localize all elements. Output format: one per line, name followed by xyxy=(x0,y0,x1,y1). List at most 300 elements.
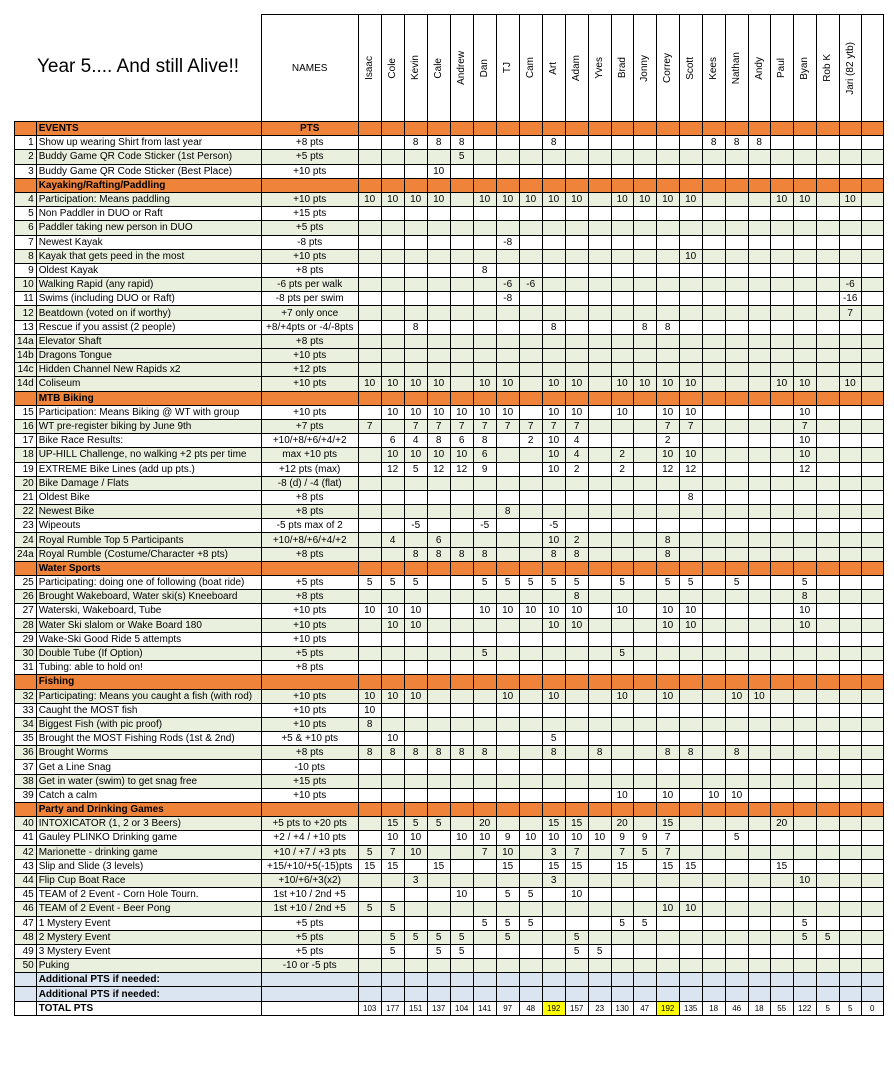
score-cell[interactable] xyxy=(404,207,427,221)
score-cell[interactable] xyxy=(565,632,588,646)
score-cell[interactable]: 20 xyxy=(473,817,496,831)
score-cell[interactable] xyxy=(725,164,748,178)
score-cell[interactable] xyxy=(656,760,679,774)
score-cell[interactable] xyxy=(358,788,381,802)
score-cell[interactable] xyxy=(519,859,542,873)
score-cell[interactable] xyxy=(839,448,861,462)
score-cell[interactable] xyxy=(519,221,542,235)
score-cell[interactable] xyxy=(496,632,519,646)
score-cell[interactable] xyxy=(839,576,861,590)
score-cell[interactable]: 8 xyxy=(656,746,679,760)
score-cell[interactable] xyxy=(725,817,748,831)
score-cell[interactable] xyxy=(770,349,793,363)
score-cell[interactable]: 5 xyxy=(496,916,519,930)
score-cell[interactable] xyxy=(725,334,748,348)
score-cell[interactable] xyxy=(519,987,542,1001)
score-cell[interactable] xyxy=(427,703,450,717)
score-cell[interactable] xyxy=(748,448,770,462)
score-cell[interactable] xyxy=(748,292,770,306)
score-cell[interactable] xyxy=(748,476,770,490)
score-cell[interactable] xyxy=(496,136,519,150)
score-cell[interactable] xyxy=(725,703,748,717)
score-cell[interactable] xyxy=(770,448,793,462)
score-cell[interactable] xyxy=(519,235,542,249)
score-cell[interactable] xyxy=(427,774,450,788)
score-cell[interactable]: 2 xyxy=(519,434,542,448)
score-cell[interactable] xyxy=(770,505,793,519)
score-cell[interactable] xyxy=(450,774,473,788)
score-cell[interactable] xyxy=(748,405,770,419)
score-cell[interactable] xyxy=(358,632,381,646)
score-cell[interactable] xyxy=(725,774,748,788)
score-cell[interactable]: 10 xyxy=(404,689,427,703)
score-cell[interactable] xyxy=(565,760,588,774)
score-cell[interactable] xyxy=(793,292,816,306)
score-cell[interactable] xyxy=(588,349,611,363)
score-cell[interactable] xyxy=(748,944,770,958)
score-cell[interactable] xyxy=(542,888,565,902)
score-cell[interactable] xyxy=(793,646,816,660)
score-cell[interactable]: 9 xyxy=(611,831,633,845)
score-cell[interactable] xyxy=(816,576,839,590)
score-cell[interactable] xyxy=(725,732,748,746)
score-cell[interactable]: 10 xyxy=(656,448,679,462)
score-cell[interactable]: 10 xyxy=(679,902,702,916)
score-cell[interactable]: -16 xyxy=(839,292,861,306)
score-cell[interactable] xyxy=(611,292,633,306)
score-cell[interactable] xyxy=(450,263,473,277)
score-cell[interactable]: 10 xyxy=(404,831,427,845)
score-cell[interactable] xyxy=(770,788,793,802)
score-cell[interactable]: 10 xyxy=(381,618,404,632)
score-cell[interactable]: 7 xyxy=(542,419,565,433)
score-cell[interactable] xyxy=(793,476,816,490)
score-cell[interactable] xyxy=(725,434,748,448)
score-cell[interactable]: -5 xyxy=(473,519,496,533)
score-cell[interactable] xyxy=(611,221,633,235)
score-cell[interactable] xyxy=(450,490,473,504)
score-cell[interactable] xyxy=(519,263,542,277)
score-cell[interactable] xyxy=(793,533,816,547)
score-cell[interactable]: 15 xyxy=(381,859,404,873)
score-cell[interactable] xyxy=(725,944,748,958)
score-cell[interactable] xyxy=(793,349,816,363)
score-cell[interactable]: 12 xyxy=(656,462,679,476)
score-cell[interactable] xyxy=(588,987,611,1001)
score-cell[interactable] xyxy=(656,334,679,348)
score-cell[interactable] xyxy=(861,959,883,973)
score-cell[interactable] xyxy=(450,916,473,930)
score-cell[interactable] xyxy=(358,363,381,377)
score-cell[interactable] xyxy=(816,873,839,887)
score-cell[interactable] xyxy=(450,760,473,774)
score-cell[interactable] xyxy=(588,576,611,590)
score-cell[interactable] xyxy=(702,944,725,958)
score-cell[interactable] xyxy=(358,774,381,788)
score-cell[interactable] xyxy=(588,207,611,221)
score-cell[interactable] xyxy=(588,632,611,646)
score-cell[interactable] xyxy=(725,221,748,235)
score-cell[interactable] xyxy=(427,732,450,746)
score-cell[interactable]: 10 xyxy=(656,618,679,632)
score-cell[interactable] xyxy=(793,320,816,334)
score-cell[interactable] xyxy=(565,221,588,235)
score-cell[interactable] xyxy=(839,263,861,277)
score-cell[interactable] xyxy=(588,136,611,150)
score-cell[interactable]: 7 xyxy=(565,845,588,859)
score-cell[interactable] xyxy=(381,590,404,604)
score-cell[interactable] xyxy=(473,959,496,973)
score-cell[interactable] xyxy=(404,476,427,490)
score-cell[interactable]: 10 xyxy=(748,689,770,703)
score-cell[interactable]: 6 xyxy=(381,434,404,448)
score-cell[interactable] xyxy=(358,349,381,363)
score-cell[interactable] xyxy=(565,788,588,802)
score-cell[interactable] xyxy=(473,150,496,164)
score-cell[interactable] xyxy=(702,902,725,916)
score-cell[interactable] xyxy=(793,944,816,958)
score-cell[interactable] xyxy=(816,746,839,760)
score-cell[interactable] xyxy=(633,817,656,831)
score-cell[interactable]: 5 xyxy=(450,930,473,944)
score-cell[interactable]: 3 xyxy=(542,873,565,887)
score-cell[interactable]: 3 xyxy=(542,845,565,859)
score-cell[interactable] xyxy=(861,817,883,831)
score-cell[interactable] xyxy=(496,476,519,490)
score-cell[interactable] xyxy=(542,987,565,1001)
score-cell[interactable] xyxy=(519,320,542,334)
score-cell[interactable]: 10 xyxy=(679,405,702,419)
score-cell[interactable] xyxy=(588,618,611,632)
score-cell[interactable] xyxy=(793,221,816,235)
score-cell[interactable] xyxy=(770,320,793,334)
score-cell[interactable] xyxy=(816,349,839,363)
score-cell[interactable] xyxy=(816,334,839,348)
score-cell[interactable]: 10 xyxy=(473,831,496,845)
score-cell[interactable]: 7 xyxy=(679,419,702,433)
score-cell[interactable] xyxy=(450,533,473,547)
score-cell[interactable] xyxy=(427,845,450,859)
score-cell[interactable] xyxy=(565,902,588,916)
score-cell[interactable] xyxy=(770,164,793,178)
score-cell[interactable]: 5 xyxy=(793,576,816,590)
score-cell[interactable] xyxy=(725,462,748,476)
score-cell[interactable] xyxy=(427,207,450,221)
score-cell[interactable] xyxy=(588,490,611,504)
score-cell[interactable] xyxy=(450,292,473,306)
score-cell[interactable] xyxy=(633,292,656,306)
score-cell[interactable] xyxy=(679,916,702,930)
score-cell[interactable]: 10 xyxy=(496,604,519,618)
score-cell[interactable] xyxy=(748,703,770,717)
score-cell[interactable] xyxy=(519,590,542,604)
score-cell[interactable] xyxy=(793,150,816,164)
score-cell[interactable] xyxy=(702,888,725,902)
score-cell[interactable] xyxy=(839,249,861,263)
score-cell[interactable] xyxy=(358,930,381,944)
score-cell[interactable] xyxy=(358,405,381,419)
score-cell[interactable]: 5 xyxy=(450,944,473,958)
score-cell[interactable] xyxy=(588,320,611,334)
score-cell[interactable] xyxy=(679,646,702,660)
score-cell[interactable] xyxy=(633,618,656,632)
score-cell[interactable] xyxy=(816,292,839,306)
score-cell[interactable] xyxy=(519,788,542,802)
score-cell[interactable]: 4 xyxy=(404,434,427,448)
score-cell[interactable]: 5 xyxy=(450,150,473,164)
score-cell[interactable]: 15 xyxy=(679,859,702,873)
score-cell[interactable] xyxy=(656,888,679,902)
score-cell[interactable]: 10 xyxy=(427,448,450,462)
score-cell[interactable] xyxy=(381,249,404,263)
score-cell[interactable] xyxy=(861,405,883,419)
score-cell[interactable] xyxy=(770,902,793,916)
score-cell[interactable] xyxy=(793,987,816,1001)
score-cell[interactable] xyxy=(748,547,770,561)
score-cell[interactable]: 5 xyxy=(404,462,427,476)
score-cell[interactable] xyxy=(450,817,473,831)
score-cell[interactable] xyxy=(861,888,883,902)
score-cell[interactable] xyxy=(816,263,839,277)
score-cell[interactable] xyxy=(861,788,883,802)
score-cell[interactable]: 15 xyxy=(542,859,565,873)
score-cell[interactable] xyxy=(496,221,519,235)
score-cell[interactable]: 5 xyxy=(565,576,588,590)
score-cell[interactable] xyxy=(450,845,473,859)
score-cell[interactable] xyxy=(656,207,679,221)
score-cell[interactable] xyxy=(861,732,883,746)
score-cell[interactable]: 8 xyxy=(725,136,748,150)
score-cell[interactable]: 10 xyxy=(381,732,404,746)
score-cell[interactable] xyxy=(611,774,633,788)
score-cell[interactable]: 5 xyxy=(611,576,633,590)
score-cell[interactable] xyxy=(611,547,633,561)
score-cell[interactable] xyxy=(770,717,793,731)
score-cell[interactable]: 15 xyxy=(656,817,679,831)
score-cell[interactable] xyxy=(839,136,861,150)
score-cell[interactable] xyxy=(358,590,381,604)
score-cell[interactable] xyxy=(861,150,883,164)
score-cell[interactable] xyxy=(770,576,793,590)
score-cell[interactable]: 7 xyxy=(404,419,427,433)
score-cell[interactable] xyxy=(725,306,748,320)
score-cell[interactable] xyxy=(381,476,404,490)
score-cell[interactable] xyxy=(702,661,725,675)
score-cell[interactable] xyxy=(839,774,861,788)
score-cell[interactable]: 8 xyxy=(565,547,588,561)
score-cell[interactable] xyxy=(725,973,748,987)
score-cell[interactable] xyxy=(702,632,725,646)
score-cell[interactable]: 7 xyxy=(519,419,542,433)
score-cell[interactable] xyxy=(770,434,793,448)
score-cell[interactable] xyxy=(588,590,611,604)
score-cell[interactable] xyxy=(358,249,381,263)
score-cell[interactable] xyxy=(793,136,816,150)
score-cell[interactable] xyxy=(770,547,793,561)
score-cell[interactable] xyxy=(839,363,861,377)
score-cell[interactable] xyxy=(861,930,883,944)
score-cell[interactable] xyxy=(770,476,793,490)
score-cell[interactable] xyxy=(816,703,839,717)
score-cell[interactable] xyxy=(861,136,883,150)
score-cell[interactable] xyxy=(816,221,839,235)
score-cell[interactable] xyxy=(588,405,611,419)
score-cell[interactable] xyxy=(519,873,542,887)
score-cell[interactable] xyxy=(702,349,725,363)
score-cell[interactable] xyxy=(861,859,883,873)
score-cell[interactable] xyxy=(816,888,839,902)
score-cell[interactable] xyxy=(656,774,679,788)
score-cell[interactable] xyxy=(542,505,565,519)
score-cell[interactable] xyxy=(861,192,883,206)
score-cell[interactable] xyxy=(633,902,656,916)
score-cell[interactable]: -6 xyxy=(519,278,542,292)
score-cell[interactable] xyxy=(770,973,793,987)
score-cell[interactable] xyxy=(816,405,839,419)
score-cell[interactable] xyxy=(725,476,748,490)
score-cell[interactable] xyxy=(861,746,883,760)
score-cell[interactable] xyxy=(816,646,839,660)
score-cell[interactable] xyxy=(816,547,839,561)
score-cell[interactable] xyxy=(679,703,702,717)
score-cell[interactable] xyxy=(816,150,839,164)
score-cell[interactable] xyxy=(427,519,450,533)
score-cell[interactable] xyxy=(611,476,633,490)
score-cell[interactable] xyxy=(565,774,588,788)
score-cell[interactable] xyxy=(496,661,519,675)
score-cell[interactable] xyxy=(861,873,883,887)
score-cell[interactable] xyxy=(839,150,861,164)
score-cell[interactable]: 10 xyxy=(793,618,816,632)
score-cell[interactable] xyxy=(611,930,633,944)
score-cell[interactable] xyxy=(748,717,770,731)
score-cell[interactable]: 8 xyxy=(656,547,679,561)
score-cell[interactable] xyxy=(633,732,656,746)
score-cell[interactable] xyxy=(565,292,588,306)
score-cell[interactable] xyxy=(519,944,542,958)
score-cell[interactable] xyxy=(770,519,793,533)
score-cell[interactable] xyxy=(702,263,725,277)
score-cell[interactable] xyxy=(725,845,748,859)
score-cell[interactable] xyxy=(404,760,427,774)
score-cell[interactable] xyxy=(358,221,381,235)
score-cell[interactable] xyxy=(519,349,542,363)
score-cell[interactable] xyxy=(427,888,450,902)
score-cell[interactable] xyxy=(427,717,450,731)
score-cell[interactable]: 10 xyxy=(633,192,656,206)
score-cell[interactable] xyxy=(679,831,702,845)
score-cell[interactable] xyxy=(473,320,496,334)
score-cell[interactable]: 10 xyxy=(450,448,473,462)
score-cell[interactable] xyxy=(861,717,883,731)
score-cell[interactable] xyxy=(473,987,496,1001)
score-cell[interactable] xyxy=(725,717,748,731)
score-cell[interactable] xyxy=(793,732,816,746)
score-cell[interactable] xyxy=(748,505,770,519)
score-cell[interactable] xyxy=(496,519,519,533)
score-cell[interactable] xyxy=(816,164,839,178)
score-cell[interactable] xyxy=(839,746,861,760)
score-cell[interactable] xyxy=(496,873,519,887)
score-cell[interactable] xyxy=(839,349,861,363)
score-cell[interactable] xyxy=(427,576,450,590)
score-cell[interactable] xyxy=(588,221,611,235)
score-cell[interactable] xyxy=(450,959,473,973)
score-cell[interactable] xyxy=(633,547,656,561)
score-cell[interactable]: 10 xyxy=(725,689,748,703)
score-cell[interactable] xyxy=(816,788,839,802)
score-cell[interactable] xyxy=(381,646,404,660)
score-cell[interactable] xyxy=(656,944,679,958)
score-cell[interactable] xyxy=(793,547,816,561)
score-cell[interactable] xyxy=(473,703,496,717)
score-cell[interactable] xyxy=(839,817,861,831)
score-cell[interactable] xyxy=(861,902,883,916)
score-cell[interactable] xyxy=(816,902,839,916)
score-cell[interactable]: 10 xyxy=(427,192,450,206)
score-cell[interactable] xyxy=(770,888,793,902)
score-cell[interactable]: 10 xyxy=(611,604,633,618)
score-cell[interactable] xyxy=(588,873,611,887)
score-cell[interactable] xyxy=(565,320,588,334)
score-cell[interactable] xyxy=(770,774,793,788)
score-cell[interactable] xyxy=(588,888,611,902)
score-cell[interactable]: 10 xyxy=(358,377,381,391)
score-cell[interactable] xyxy=(702,405,725,419)
score-cell[interactable]: 10 xyxy=(656,377,679,391)
score-cell[interactable] xyxy=(679,732,702,746)
score-cell[interactable] xyxy=(473,873,496,887)
score-cell[interactable] xyxy=(519,249,542,263)
score-cell[interactable] xyxy=(565,661,588,675)
score-cell[interactable] xyxy=(656,930,679,944)
score-cell[interactable] xyxy=(679,164,702,178)
score-cell[interactable] xyxy=(633,576,656,590)
score-cell[interactable] xyxy=(633,207,656,221)
score-cell[interactable]: 5 xyxy=(542,576,565,590)
score-cell[interactable] xyxy=(633,136,656,150)
score-cell[interactable]: 8 xyxy=(404,136,427,150)
score-cell[interactable]: 2 xyxy=(565,533,588,547)
score-cell[interactable] xyxy=(816,732,839,746)
score-cell[interactable] xyxy=(725,419,748,433)
score-cell[interactable] xyxy=(770,292,793,306)
score-cell[interactable] xyxy=(519,164,542,178)
score-cell[interactable] xyxy=(770,689,793,703)
score-cell[interactable] xyxy=(542,944,565,958)
score-cell[interactable] xyxy=(358,547,381,561)
score-cell[interactable]: 5 xyxy=(816,930,839,944)
score-cell[interactable]: 7 xyxy=(839,306,861,320)
score-cell[interactable] xyxy=(656,703,679,717)
score-cell[interactable] xyxy=(748,817,770,831)
score-cell[interactable] xyxy=(404,916,427,930)
score-cell[interactable]: 5 xyxy=(725,576,748,590)
score-cell[interactable] xyxy=(519,136,542,150)
score-cell[interactable]: 15 xyxy=(611,859,633,873)
score-cell[interactable] xyxy=(404,973,427,987)
score-cell[interactable] xyxy=(793,249,816,263)
score-cell[interactable]: 10 xyxy=(839,377,861,391)
score-cell[interactable] xyxy=(816,320,839,334)
score-cell[interactable]: 8 xyxy=(404,547,427,561)
score-cell[interactable] xyxy=(793,306,816,320)
score-cell[interactable]: 5 xyxy=(404,817,427,831)
score-cell[interactable] xyxy=(839,959,861,973)
score-cell[interactable] xyxy=(770,760,793,774)
score-cell[interactable] xyxy=(611,306,633,320)
score-cell[interactable] xyxy=(725,873,748,887)
